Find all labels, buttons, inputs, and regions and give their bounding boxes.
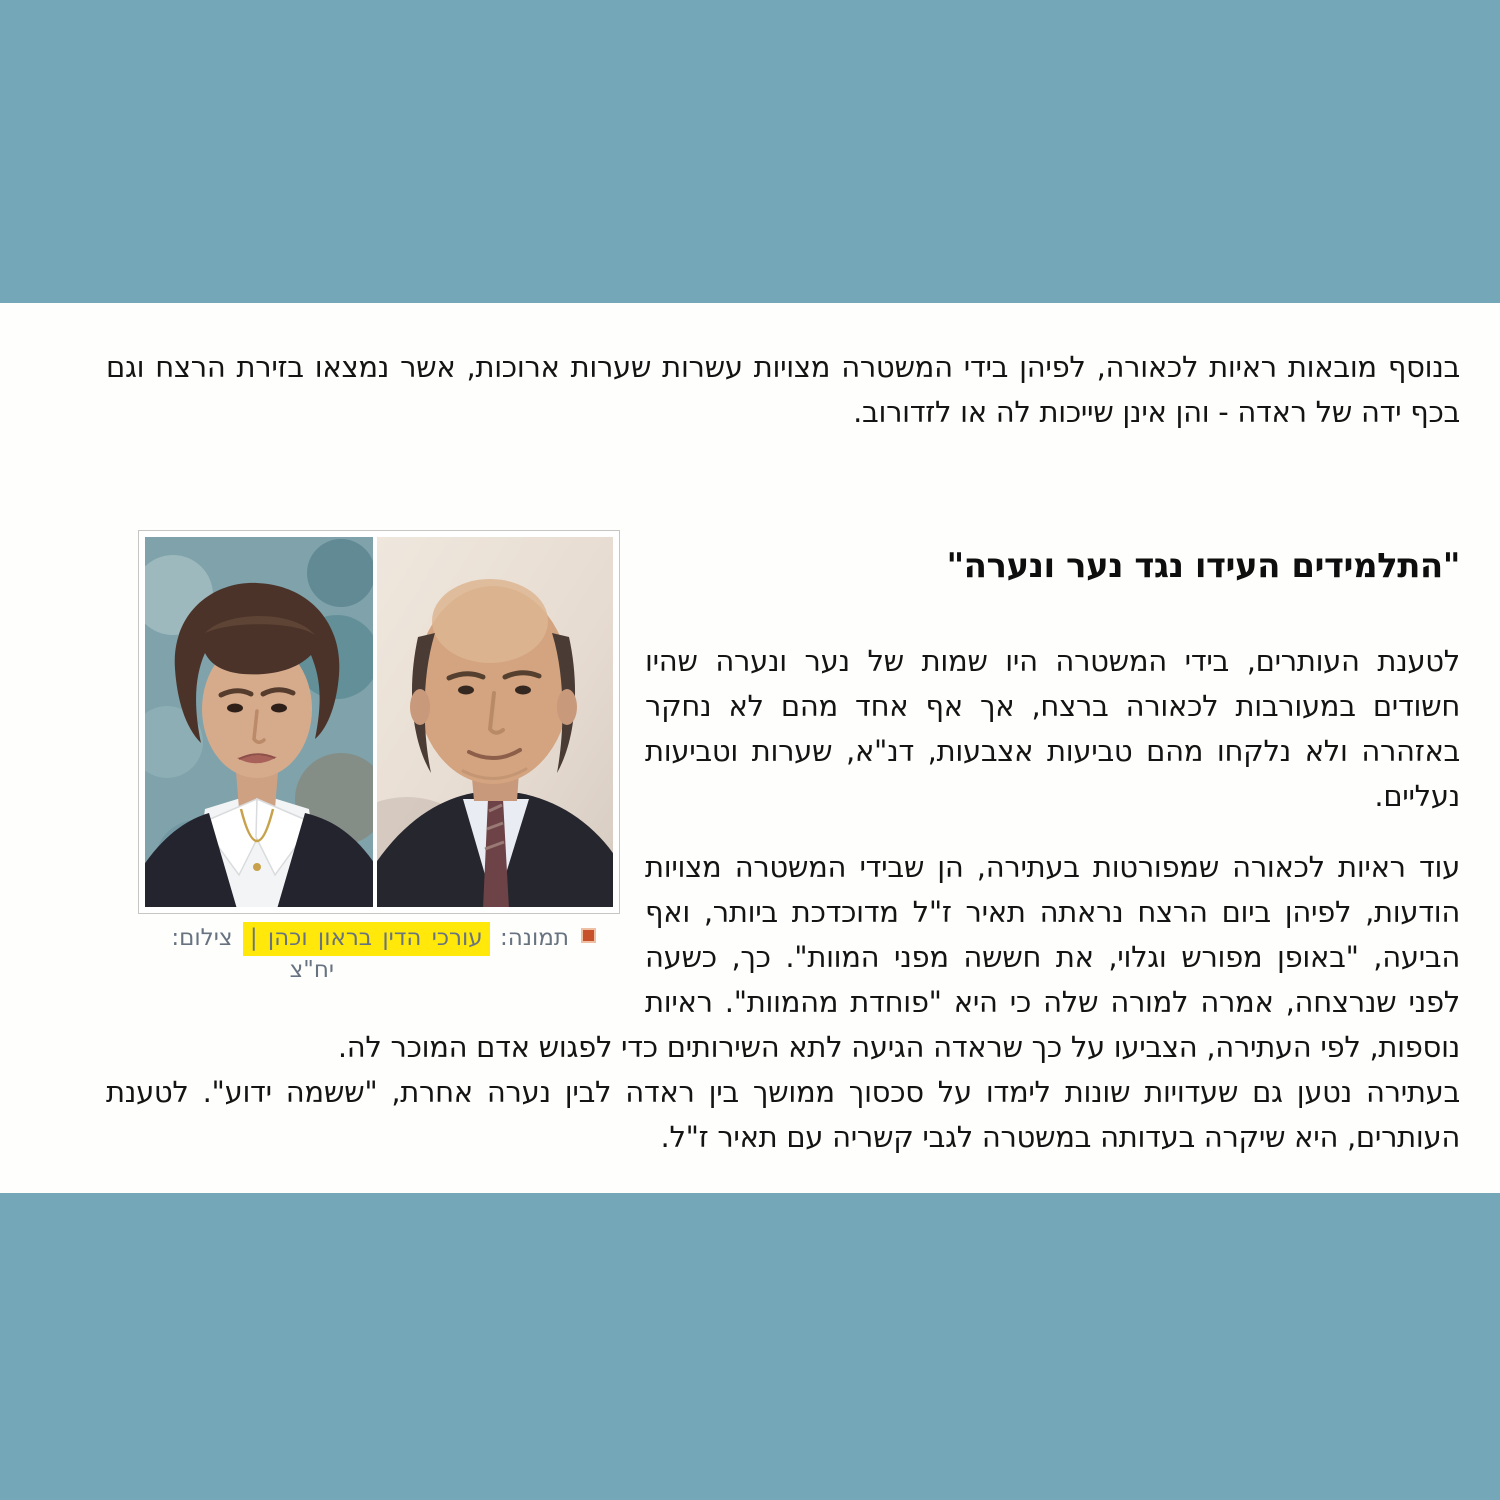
- caption-label: תמונה:: [500, 925, 569, 951]
- man-portrait-photo: [377, 537, 613, 907]
- paragraph-suspects: לטענת העותרים, בידי המשטרה היו שמות של נער ונערה שהיו חשודים במעורבות לכאורה ברצח, אך אף אחד מהם לא נחקר באזהרה ולא נלקחו מהם טביעות אצבעות, דנ"א, שערות וטביעות נעליים.: [645, 644, 1460, 813]
- bottom-border-band: [0, 1193, 1500, 1500]
- intro-paragraph: בנוסף מובאות ראיות לכאורה, לפיהן בידי המשטרה מצויות עשרות שערות ארוכות, אשר נמצאו בזירת הרצח וגם בכף ידה של ראדה - והן אינן שייכות לה או לזדורוב.: [106, 350, 1460, 429]
- article-headline: "התלמידים העידו נגד נער ונערה": [946, 546, 1460, 586]
- caption-highlighted-names: עורכי הדין בראון וכהן |: [243, 922, 490, 956]
- caption-credit-label: צילום:: [171, 925, 233, 951]
- paragraph-evidence: עוד ראיות לכאורה שמפורטות בעתירה, הן שבידי המשטרה מצויות הודעות, לפיהן ביום הרצח נראתה תאיר ז"ל מדוכדכת ביותר, ואף הביעה, "באופן מפורש וגלוי, את חששה מפני המוות". כך, כשעה לפני שנרצחה, אמרה למורה שלה כי היא "פוחדת מהמוות". ראיות נוספות, לפי העתירה, הצביעו על כך שראדה הגיעה לתא השירותים כדי לפגוש אדם המוכר לה.: [337, 850, 1460, 1064]
- caption-credit-value: יח"צ: [289, 957, 334, 983]
- top-border-band: [0, 0, 1500, 303]
- woman-portrait-photo: [145, 537, 373, 907]
- photo-frame: [138, 530, 620, 914]
- paragraph-feud: בעתירה נטען גם שעדויות שונות לימדו על סכסוך ממושך בין ראדה לבין נערה אחרת, "ששמה ידוע". לטענת העותרים, היא שיקרה בעדותה במשטרה לגבי קשריה עם תאיר ז"ל.: [106, 1075, 1460, 1154]
- photo-caption: [138, 923, 620, 986]
- photo-figure: [138, 530, 620, 986]
- article-content: [0, 303, 1500, 1193]
- orange-square-bullet-icon: [581, 928, 596, 943]
